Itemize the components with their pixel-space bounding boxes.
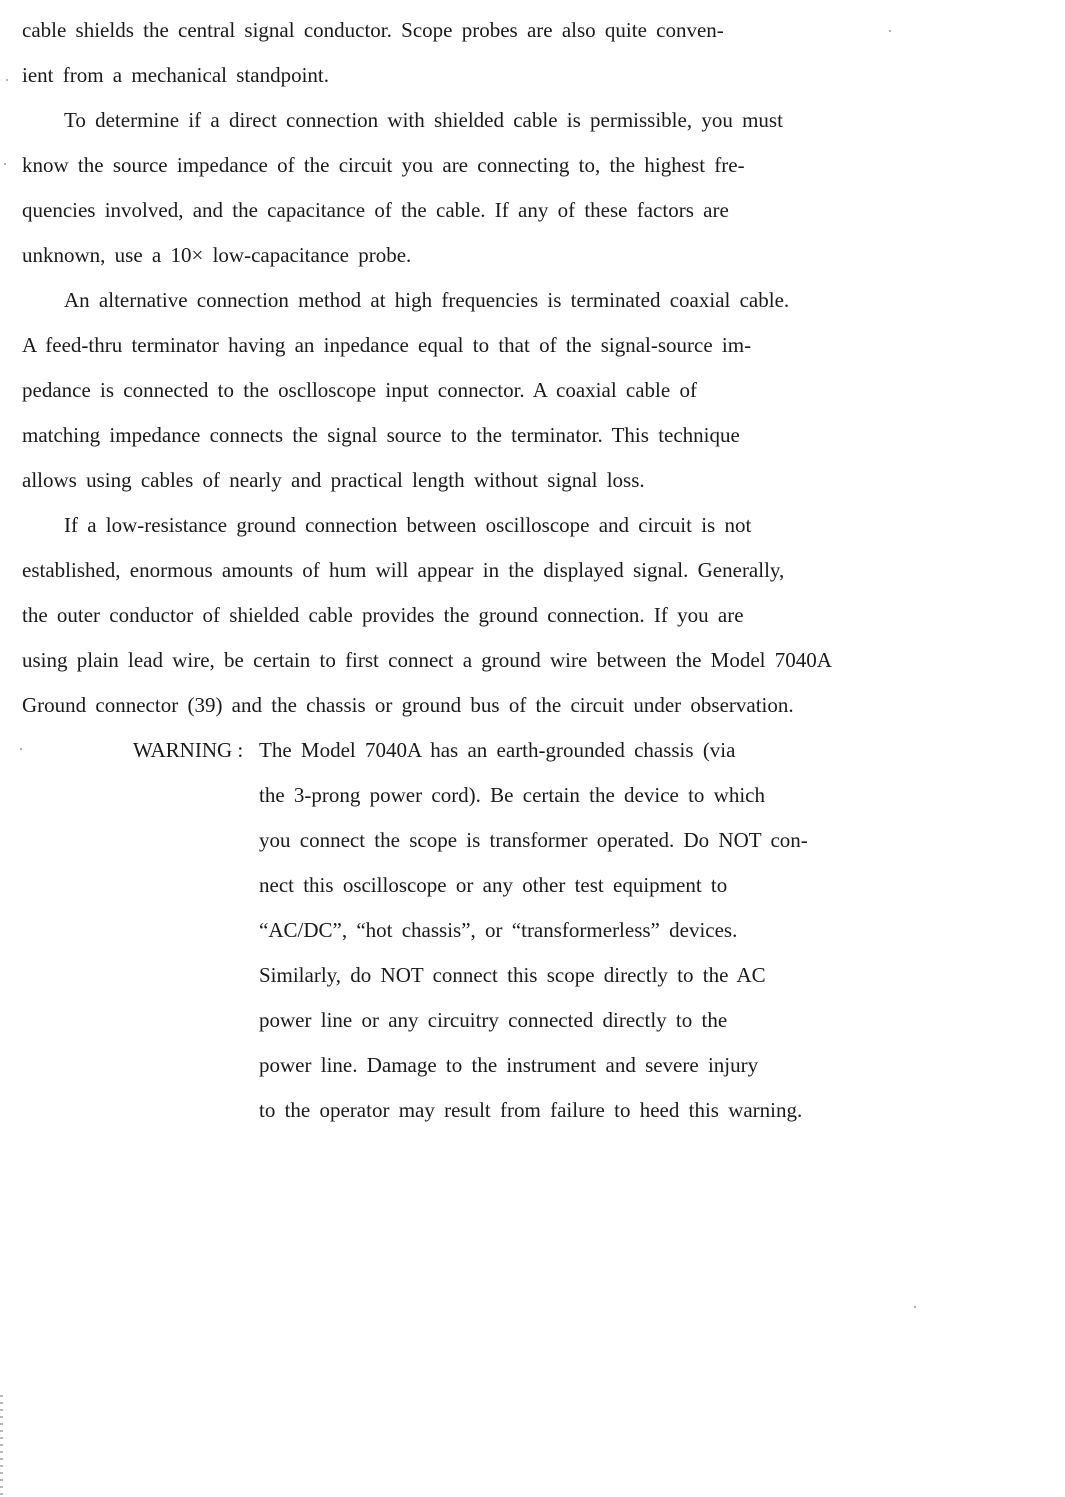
- warning-line-2: the 3-prong power cord). Be certain the device to which: [259, 783, 765, 807]
- paragraph-3-line-5: allows using cables of nearly and practical length without signal loss.: [22, 468, 645, 492]
- paragraph-1-line-2: ient from a mechanical standpoint.: [22, 63, 329, 87]
- paragraph-3-line-1: An alternative connection method at high frequencies is terminated coaxial cable.: [64, 288, 790, 312]
- scan-speck: [889, 30, 891, 32]
- paragraph-2-line-2: know the source impedance of the circuit you are connecting to, the highest fre-: [22, 153, 745, 177]
- paragraph-2-line-3: quencies involved, and the capacitance of the cable. If any of these factors are: [22, 198, 729, 222]
- paragraph-2-line-1: To determine if a direct connection with shielded cable is permissible, you must: [64, 108, 783, 132]
- warning-line-6: Similarly, do NOT connect this scope directly to the AC: [259, 963, 766, 987]
- warning-line-9: to the operator may result from failure to heed this warning.: [259, 1098, 803, 1122]
- scan-speck: [4, 163, 6, 165]
- warning-line-7: power line or any circuitry connected directly to the: [259, 1008, 728, 1032]
- paragraph-3-line-4: matching impedance connects the signal source to the terminator. This technique: [22, 423, 740, 447]
- warning-line-3: you connect the scope is transformer operated. Do NOT con-: [259, 828, 808, 852]
- paragraph-4-line-5: Ground connector (39) and the chassis or ground bus of the circuit under observation.: [22, 693, 794, 717]
- scan-edge-noise: [0, 1395, 3, 1495]
- warning-label: WARNING :: [133, 738, 244, 762]
- warning-line-8: power line. Damage to the instrument and severe injury: [259, 1053, 759, 1077]
- paragraph-4-line-4: using plain lead wire, be certain to first connect a ground wire between the Model 7040A: [22, 648, 832, 672]
- paragraph-4-line-2: established, enormous amounts of hum will appear in the displayed signal. Generally,: [22, 558, 785, 582]
- warning-line-1: The Model 7040A has an earth-grounded chassis (via: [259, 738, 736, 762]
- scan-speck: [6, 79, 8, 81]
- scan-speck: [20, 748, 22, 750]
- paragraph-4-line-3: the outer conductor of shielded cable provides the ground connection. If you are: [22, 603, 744, 627]
- scan-speck: [914, 1306, 916, 1308]
- paragraph-2-line-4: unknown, use a 10× low-capacitance probe.: [22, 243, 412, 267]
- paragraph-4-line-1: If a low-resistance ground connection between oscilloscope and circuit is not: [64, 513, 752, 537]
- warning-line-5: “AC/DC”, “hot chassis”, or “transformerless” devices.: [259, 918, 738, 942]
- paragraph-3-line-3: pedance is connected to the osclloscope input connector. A coaxial cable of: [22, 378, 697, 402]
- paragraph-3-line-2: A feed-thru terminator having an inpedance equal to that of the signal-source im-: [22, 333, 752, 357]
- warning-line-4: nect this oscilloscope or any other test equipment to: [259, 873, 728, 897]
- paragraph-1-line-1: cable shields the central signal conductor. Scope probes are also quite conven-: [22, 18, 724, 42]
